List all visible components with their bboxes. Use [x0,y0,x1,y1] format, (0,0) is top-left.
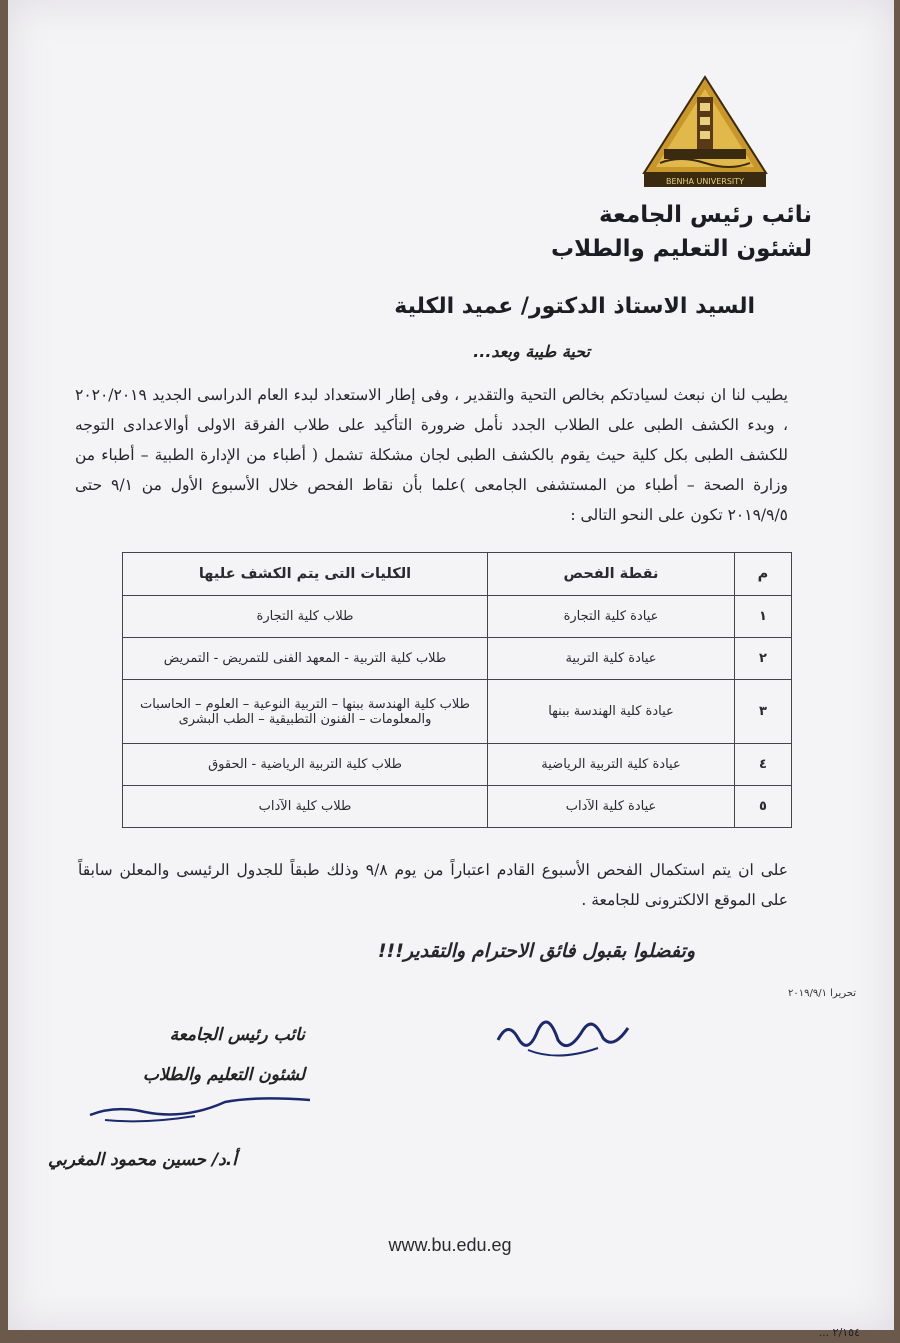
university-seal-icon [640,75,770,195]
header-faculties: الكليات التى يتم الكشف عليها [123,553,488,596]
row-num: ٣ [735,680,792,744]
table-row [123,744,792,786]
row-point: عيادة كلية الهندسة ببنها [488,680,735,744]
signer-title-line1: نائب رئيس الجامعة [169,1025,305,1045]
date-written: تحريرا ٢٠١٩/٩/١ [788,988,856,999]
table-row [123,596,792,638]
examination-schedule-table [122,552,792,828]
row-point: عيادة كلية التجارة [488,596,735,638]
body-paragraph: يطيب لنا ان نبعث لسيادتكم بخالص التحية والتقدير ، وفى إطار الاستعداد لبدء العام الدراسى الجديد ٢٠٢٠/٢٠١٩ ، وبدء الكشف الطبى على الطلاب الجدد نأمل ضرورة التأكيد على طلاب الفرقة الاولى أوالاعدادى التوجه للكشف الطبى بكل كلية حيث يقوم بالكشف الطبى لجان مشكلة تشمل ( أطباء من الإدارة الطبية – أطباء من وزارة الصحة – أطباء من المستشفى الجامعى )علما بأن نقاط الفحص خلال الأسبوع الأول من ٩/١ حتى ٢٠١٩/٩/٥ تكون على النحو التالى : [75,386,788,524]
signer-title-block [45,1015,305,1095]
row-faculties: طلاب كلية التجارة [123,596,488,638]
office-title [551,198,812,266]
recipient-line: السيد الاستاذ الدكتور/ عميد الكلية [394,294,755,319]
row-num: ٢ [735,638,792,680]
signer-signature-icon [85,1090,325,1130]
header-point: نقطة الفحص [488,553,735,596]
table-row [123,638,792,680]
courtesy-line: وتفضلوا بقبول فائق الاحترام والتقدير!!! [377,940,695,962]
row-point: عيادة كلية التربية [488,638,735,680]
table-row [123,680,792,744]
closing-paragraph: على ان يتم استكمال الفحص الأسبوع القادم اعتباراً من يوم ٩/٨ وذلك طبقاً للجدول الرئيسى والمعلن سابقاً على الموقع الالكترونى للجامعة . [78,861,788,909]
reference-number: ٢/١٥٤ ... [818,1326,860,1339]
row-faculties: طلاب كلية التربية - المعهد الفنى للتمريض - التمريض [123,638,488,680]
row-num: ٥ [735,786,792,828]
office-title-line2: لشئون التعليم والطلاب [551,236,812,262]
row-faculties: طلاب كلية التربية الرياضية - الحقوق [123,744,488,786]
university-website: www.bu.edu.eg [388,1235,512,1255]
row-point: عيادة كلية الآداب [488,786,735,828]
office-title-line1: نائب رئيس الجامعة [599,202,812,228]
row-point: عيادة كلية التربية الرياضية [488,744,735,786]
row-num: ٤ [735,744,792,786]
row-faculties: طلاب كلية الآداب [123,786,488,828]
row-num: ١ [735,596,792,638]
table-row [123,786,792,828]
signer-title-line2: لشئون التعليم والطلاب [142,1065,305,1085]
handwritten-signature-icon [488,1000,648,1070]
header-num: م [735,553,792,596]
signer-name: أ.د/ حسين محمود المغربي [48,1150,237,1170]
logo-text: BENHA UNIVERSITY [665,177,745,186]
table-header-row [123,553,792,596]
row-faculties: طلاب كلية الهندسة ببنها – التربية النوعية – العلوم – الحاسبات والمعلومات – الفنون التطبيقية – الطب البشرى [123,680,488,744]
greeting-line: تحية طيبة وبعد... [473,342,590,361]
